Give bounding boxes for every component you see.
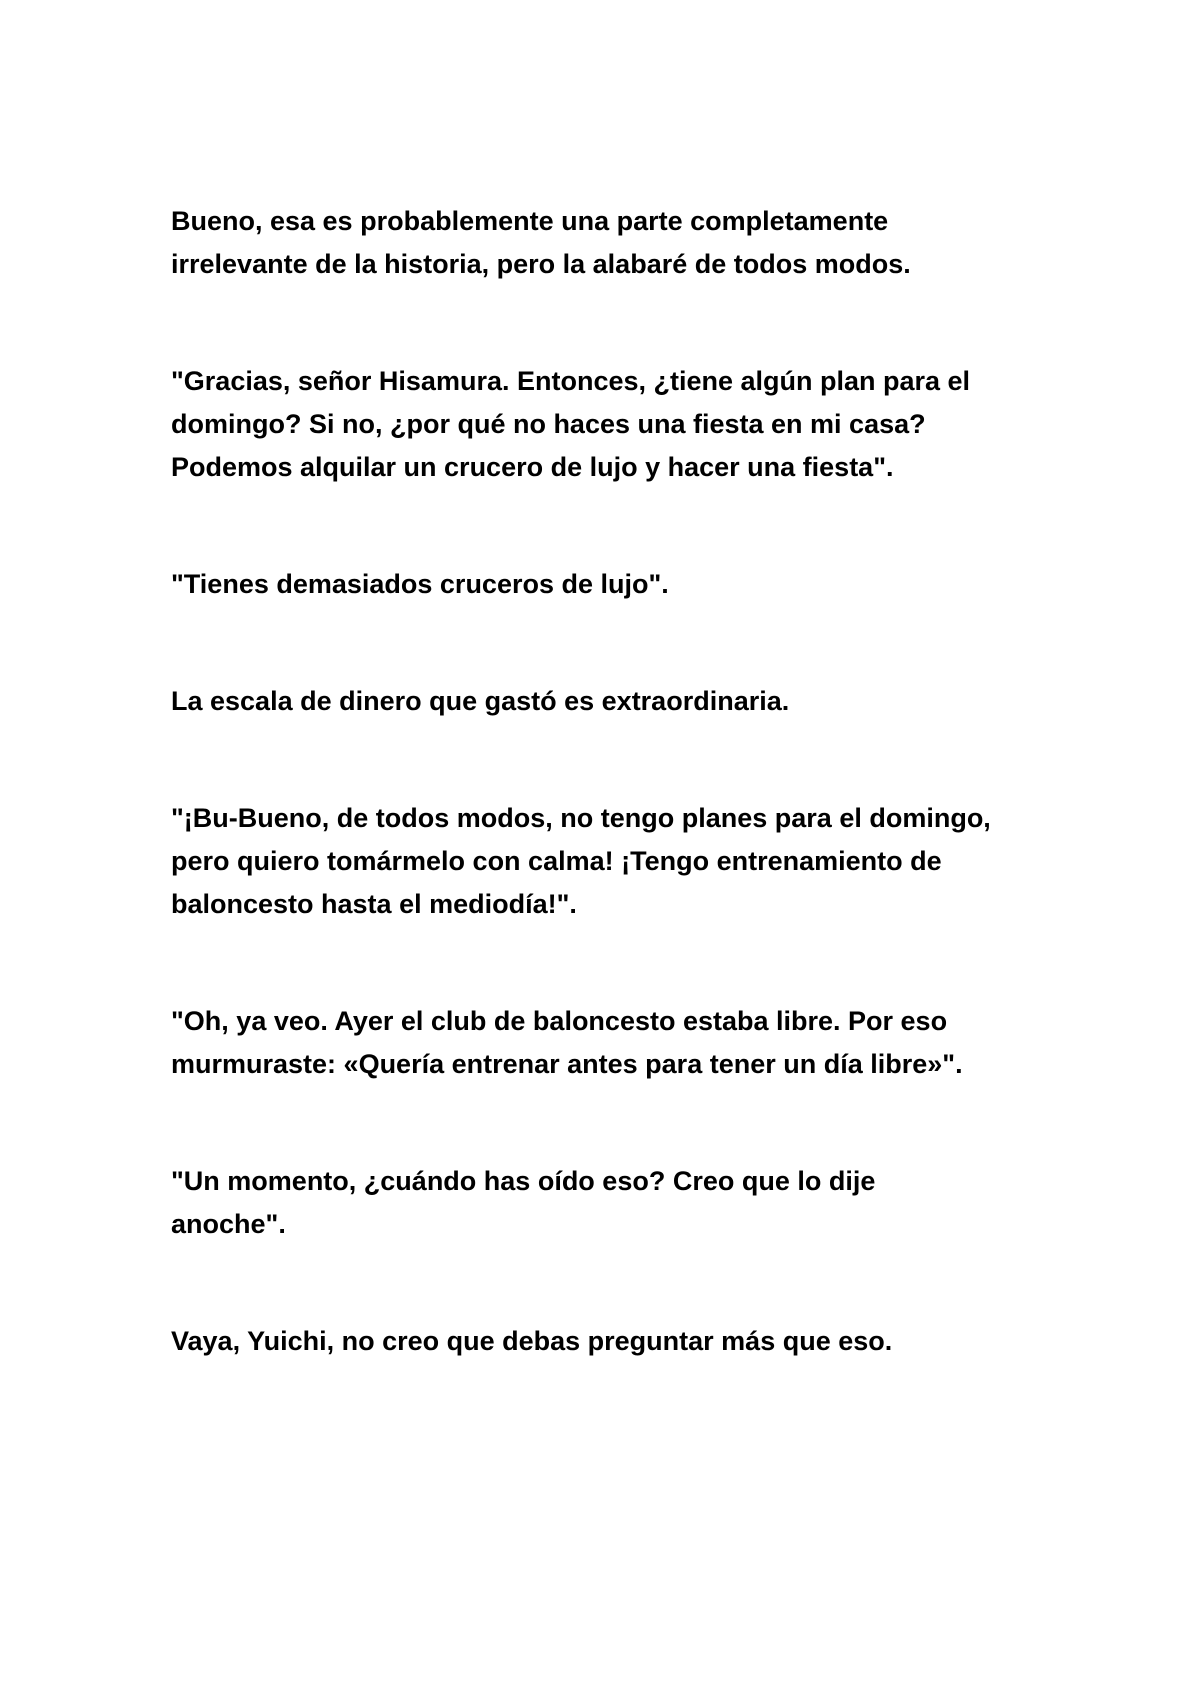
paragraph-1: Bueno, esa es probablemente una parte completamente irrelevante de la historia, pero la alabaré de todos modos.	[171, 206, 911, 279]
paragraph-7: "Un momento, ¿cuándo has oído eso? Creo que lo dije anoche".	[171, 1166, 876, 1239]
document-body	[171, 200, 1051, 1437]
paragraph-8: Vaya, Yuichi, no creo que debas preguntar más que eso.	[171, 1326, 893, 1356]
paragraph-2: "Gracias, señor Hisamura. Entonces, ¿tiene algún plan para el domingo? Si no, ¿por qué no haces una fiesta en mi casa? Podemos alquilar un crucero de lujo y hacer una fiesta".	[171, 366, 971, 482]
paragraph-6: "Oh, ya veo. Ayer el club de baloncesto estaba libre. Por eso murmuraste: «Quería entrenar antes para tener un día libre»".	[171, 1006, 963, 1079]
paragraph-4: La escala de dinero que gastó es extraordinaria.	[171, 686, 790, 716]
paragraph-5: "¡Bu-Bueno, de todos modos, no tengo planes para el domingo, pero quiero tomármelo con calma! ¡Tengo entrenamiento de baloncesto hasta el mediodía!".	[171, 803, 991, 919]
paragraph-3: "Tienes demasiados cruceros de lujo".	[171, 569, 669, 599]
